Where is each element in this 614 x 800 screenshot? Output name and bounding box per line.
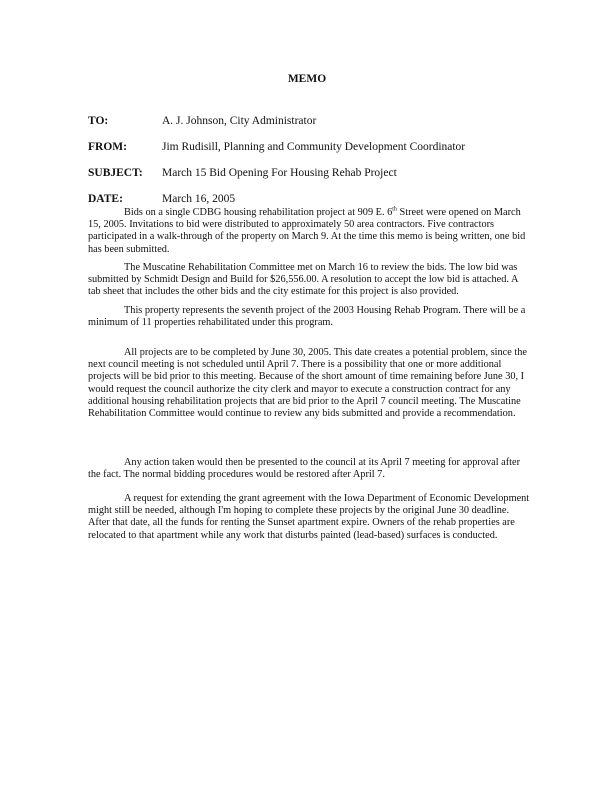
superscript: th (392, 206, 397, 213)
paragraph-line: tab sheet that includes the other bids and the city estimate for this project is also provided. (88, 286, 459, 298)
paragraph-line: next council meeting is not scheduled until April 7. There is a possibility that one or more additional (88, 359, 502, 371)
paragraph-line: All projects are to be completed by June 30, 2005. This date creates a potential problem, since the (124, 347, 527, 358)
subject-label: SUBJECT: (88, 167, 143, 179)
paragraph-deadline (88, 347, 538, 420)
paragraph-line: participated in a walk-through of the property on March 9. At the time this memo is being written, one bid (88, 231, 526, 243)
text: Street were opened on March (396, 207, 521, 218)
date-value: March 16, 2005 (162, 193, 236, 205)
paragraph-committee (88, 262, 538, 299)
paragraph-line: This property represents the seventh project of the 2003 Housing Rehab Program. There will be a (124, 305, 526, 316)
paragraph-line: has been submitted. (88, 243, 170, 255)
from-value: Jim Rudisill, Planning and Community Development Coordinator (162, 141, 466, 153)
paragraph-line: relocated to that apartment while any work that disturbs painted (lead-based) surfaces is conducted. (88, 529, 498, 541)
paragraph-line: projects will be bid prior to this meeting. Because of the short amount of time remaining before June 30, I (88, 371, 525, 383)
paragraph-line: would request the council authorize the city clerk and mayor to execute a construction contract for any (88, 383, 511, 395)
paragraph-line: A request for extending the grant agreement with the Iowa Department of Economic Development (124, 493, 530, 504)
paragraph-line: Any action taken would then be presented to the council at its April 7 meeting for approval after (124, 457, 521, 468)
paragraph-line (88, 207, 538, 219)
text: Bids on a single CDBG housing rehabilitation project at 909 E. 6 (124, 207, 393, 218)
memo-title: MEMO (287, 73, 327, 85)
date-label: DATE: (88, 193, 123, 205)
subject-value: March 15 Bid Opening For Housing Rehab Project (162, 167, 397, 179)
paragraph-line: 15, 2005. Invitations to bid were distributed to approximately 50 area contractors. Five contractors (88, 219, 495, 231)
paragraph-grant (88, 493, 538, 542)
paragraph-line: The Muscatine Rehabilitation Committee met on March 16 to review the bids. The low bid was (124, 262, 518, 273)
paragraph-line: Rehabilitation Committee would continue to review any bids submitted and provide a recommendation. (88, 408, 516, 420)
paragraph-line: submitted by Schmidt Design and Build for $26,556.00. A resolution to accept the low bid is attached. A (88, 274, 519, 286)
paragraph-bids (88, 207, 538, 256)
to-label: TO: (88, 115, 109, 127)
paragraph-line: After that date, all the funds for renting the Sunset apartment expire. Owners of the rehab properties are (88, 517, 515, 529)
to-value: A. J. Johnson, City Administrator (162, 115, 317, 127)
paragraph-line: additional housing rehabilitation projects that are bid prior to the April 7 council meeting. The Muscatine (88, 395, 521, 407)
paragraph-line: the fact. The normal bidding procedures would be restored after April 7. (88, 469, 385, 481)
paragraph-line: might still be needed, although I'm hoping to complete these projects by the original June 30 deadline. (88, 505, 510, 517)
from-label: FROM: (88, 141, 127, 153)
paragraph-action (88, 457, 538, 481)
paragraph-line: minimum of 11 properties rehabilitated under this program. (88, 317, 333, 329)
paragraph-program (88, 305, 538, 329)
